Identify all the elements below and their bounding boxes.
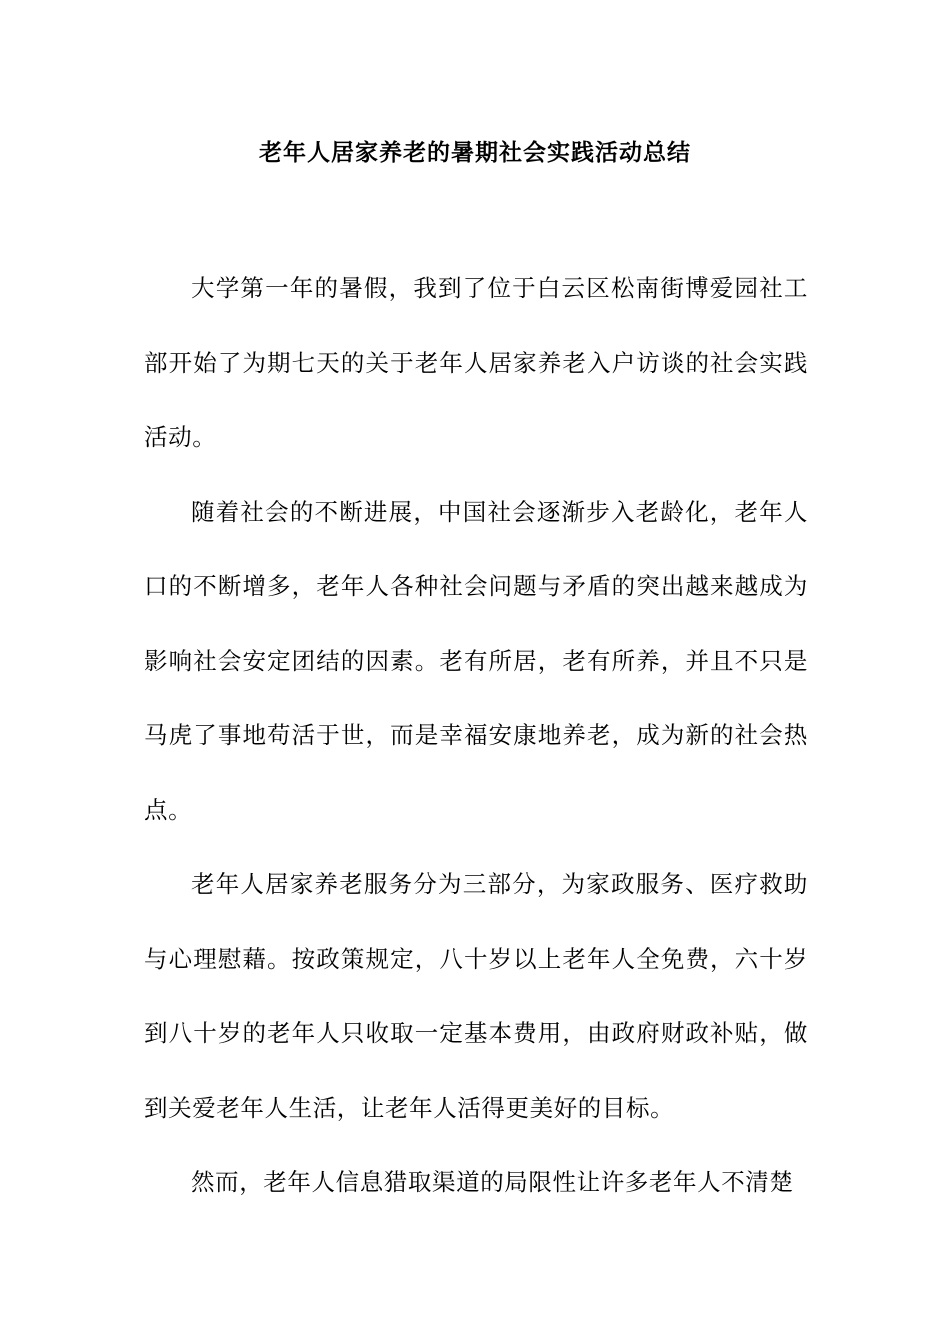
paragraph-4: 然而，老年人信息猎取渠道的局限性让许多老年人不清楚 <box>191 1168 794 1196</box>
document-title: 老年人居家养老的暑期社会实践活动总结 <box>259 139 691 166</box>
paragraph-2: 随着社会的不断进展，中国社会逐渐步入老龄化，老年人口的不断增多，老年人各种社会问题与矛盾的突出越来越成为影响社会安定团结的因素。老有所居，老有所养，并且不只是马虎了事地苟活于世，而是幸福安康地养老，成为新的社会热点。 <box>144 497 808 824</box>
document-body <box>144 251 808 1220</box>
paragraph-1: 大学第一年的暑假，我到了位于白云区松南街博爱园社工部开始了为期七天的关于老年人居家养老入户访谈的社会实践活动。 <box>144 274 808 451</box>
paragraph-3: 老年人居家养老服务分为三部分，为家政服务、医疗救助与心理慰藉。按政策规定，八十岁以上老年人全免费，六十岁到八十岁的老年人只收取一定基本费用，由政府财政补贴，做到关爱老年人生活，让老年人活得更美好的目标。 <box>144 870 808 1122</box>
